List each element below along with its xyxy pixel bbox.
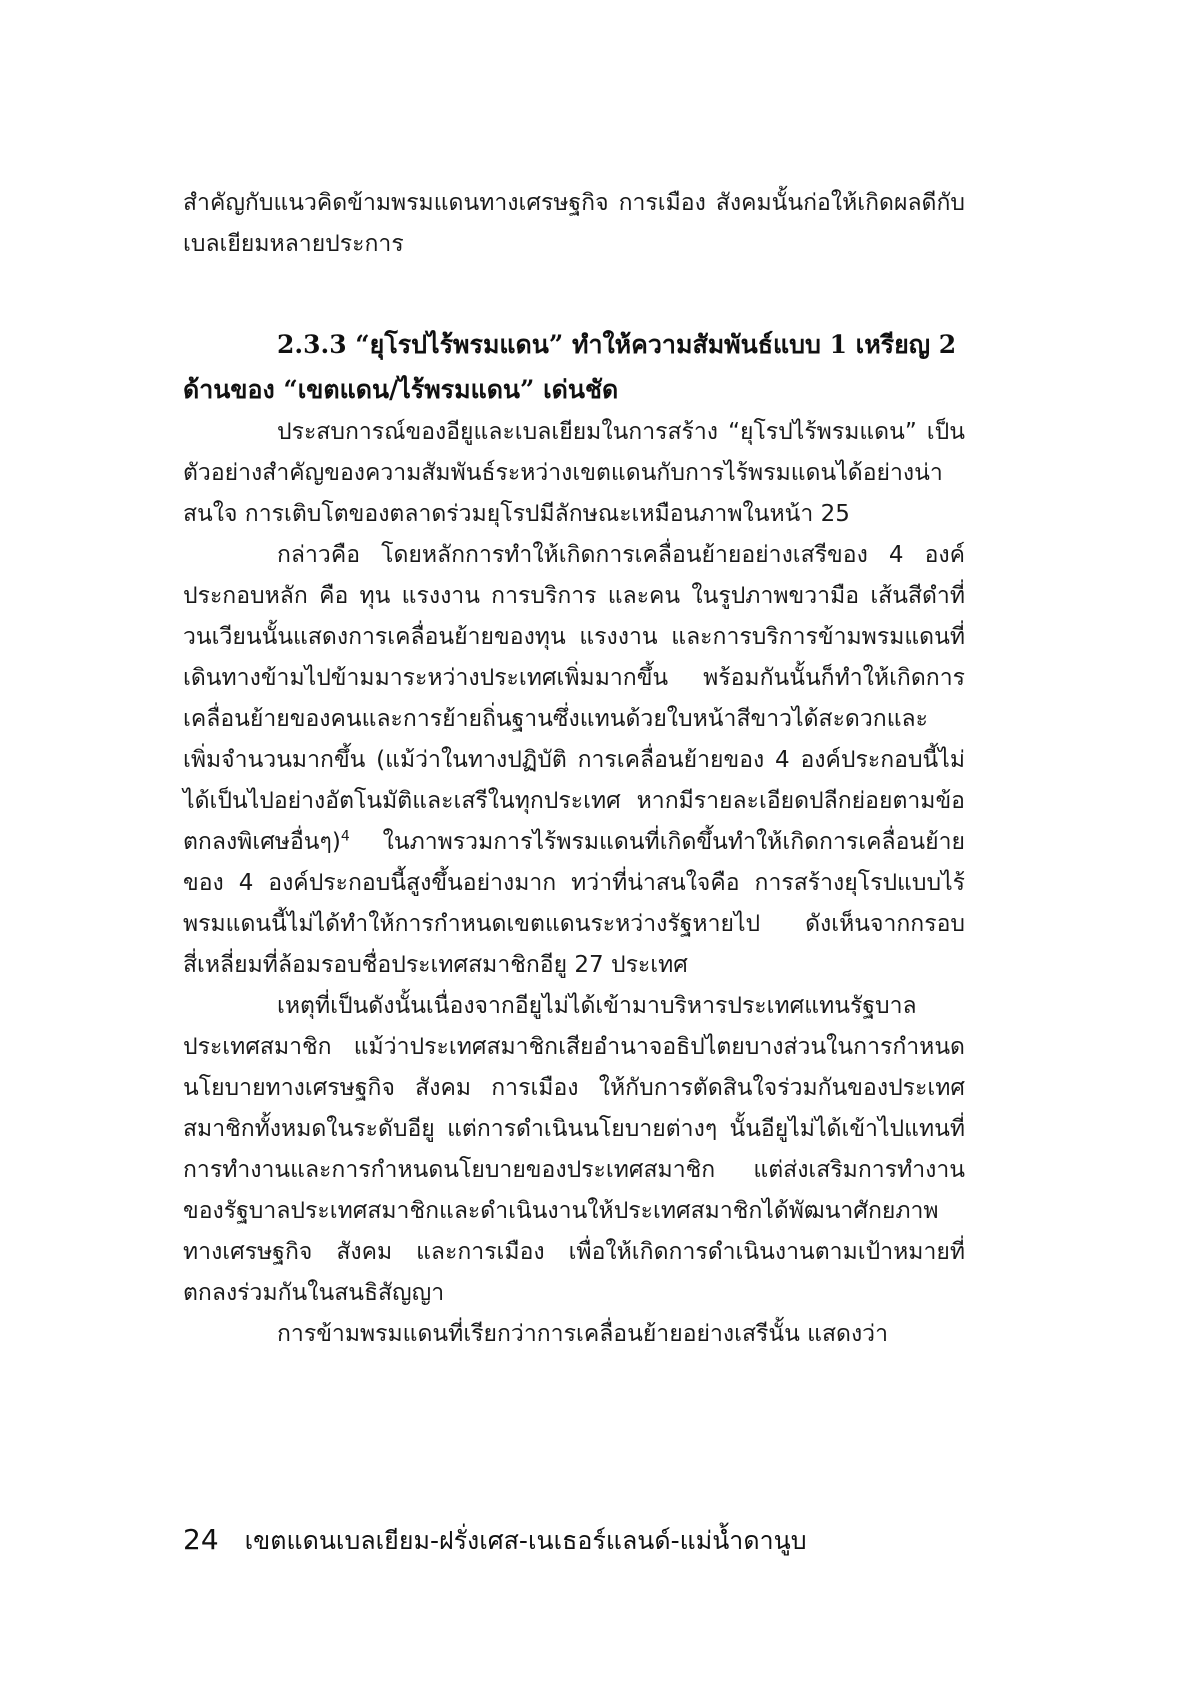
- intro-paragraph: สำคัญกับแนวคิดข้ามพรมแดนทางเศรษฐกิจ การเมือง สังคมนั้นก่อให้เกิดผลดีกับเบลเยียมหลายประการ: [183, 190, 965, 257]
- page-body: [183, 183, 965, 1355]
- section-heading: 2.3.3 “ยุโรปไร้พรมแดน” ทำให้ความสัมพันธ์แบบ 1 เหรียญ 2 ด้านของ “เขตแดน/ไร้พรมแดน” เด่นชัด: [183, 330, 957, 404]
- running-title: เขตแดนเบลเยียม-ฝรั่งเศส-เนเธอร์แลนด์-แม่น้ำดานูบ: [244, 1526, 807, 1555]
- footnote-marker: 4: [340, 828, 350, 845]
- page-number: 24: [183, 1523, 219, 1556]
- page-footer: [183, 1520, 983, 1560]
- body-paragraph-1: ประสบการณ์ของอียูและเบลเยียมในการสร้าง “ยุโรปไร้พรมแดน” เป็นตัวอย่างสำคัญของความสัมพันธ์ระหว่างเขตแดนกับการไร้พรมแดนได้อย่างน่าสนใจ การเติบโตของตลาดร่วมยุโรปมีลักษณะเหมือนภาพในหน้า 25: [183, 419, 965, 527]
- body-paragraph-2-text: กล่าวคือ โดยหลักการทำให้เกิดการเคลื่อนย้ายอย่างเสรีของ 4 องค์ประกอบหลัก คือ ทุน แรงงาน การบริการ และคน ในรูปภาพขวามือ เส้นสีดำที่วนเวียนนั้นแสดงการเคลื่อนย้ายของทุน แรงงาน และการบริการข้ามพรมแดนที่เดินทางข้ามไปข้ามมาระหว่างประเทศเพิ่มมากขึ้น พร้อมกันนั้นก็ทำให้เกิดการเคลื่อนย้ายของคนและการย้ายถิ่นฐานซึ่งแทนด้วยใบหน้าสีขาวได้สะดวกและเพิ่มจำนวนมากขึ้น (แม้ว่าในทางปฏิบัติ การเคลื่อนย้ายของ 4 องค์ประกอบนี้ไม่ได้เป็นไปอย่างอัตโนมัติและเสรีในทุกประเทศ หากมีรายละเอียดปลีกย่อยตามข้อตกลงพิเศษอื่นๆ): [183, 542, 965, 855]
- body-paragraph-4: การข้ามพรมแดนที่เรียกว่าการเคลื่อนย้ายอย่างเสรีนั้น แสดงว่า: [277, 1321, 889, 1347]
- body-paragraph-3: เหตุที่เป็นดังนั้นเนื่องจากอียูไม่ได้เข้ามาบริหารประเทศแทนรัฐบาลประเทศสมาชิก แม้ว่าประเทศสมาชิกเสียอำนาจอธิปไตยบางส่วนในการกำหนดนโยบายทางเศรษฐกิจ สังคม การเมือง ให้กับการตัดสินใจร่วมกันของประเทศสมาชิกทั้งหมดในระดับอียู แต่การดำเนินนโยบายต่างๆ นั้นอียูไม่ได้เข้าไปแทนที่การทำงานและการกำหนดนโยบายของประเทศสมาชิก แต่ส่งเสริมการทำงานของรัฐบาลประเทศสมาชิกและดำเนินงานให้ประเทศสมาชิกได้พัฒนาศักยภาพทางเศรษฐกิจ สังคม และการเมือง เพื่อให้เกิดการดำเนินงานตามเป้าหมายที่ตกลงร่วมกันในสนธิสัญญา: [183, 993, 965, 1306]
- body-paragraph-2-continuation: ในภาพรวมการไร้พรมแดนที่เกิดขึ้นทำให้เกิดการเคลื่อนย้ายของ 4 องค์ประกอบนี้สูงขึ้นอย่างมาก ทว่าที่น่าสนใจคือ การสร้างยุโรปแบบไร้พรมแดนนี้ไม่ได้ทำให้การกำหนดเขตแดนระหว่างรัฐหายไป ดังเห็นจากกรอบสี่เหลี่ยมที่ล้อมรอบชื่อประเทศสมาชิกอียู 27 ประเทศ: [183, 829, 965, 978]
- body-paragraph-2: [183, 535, 965, 986]
